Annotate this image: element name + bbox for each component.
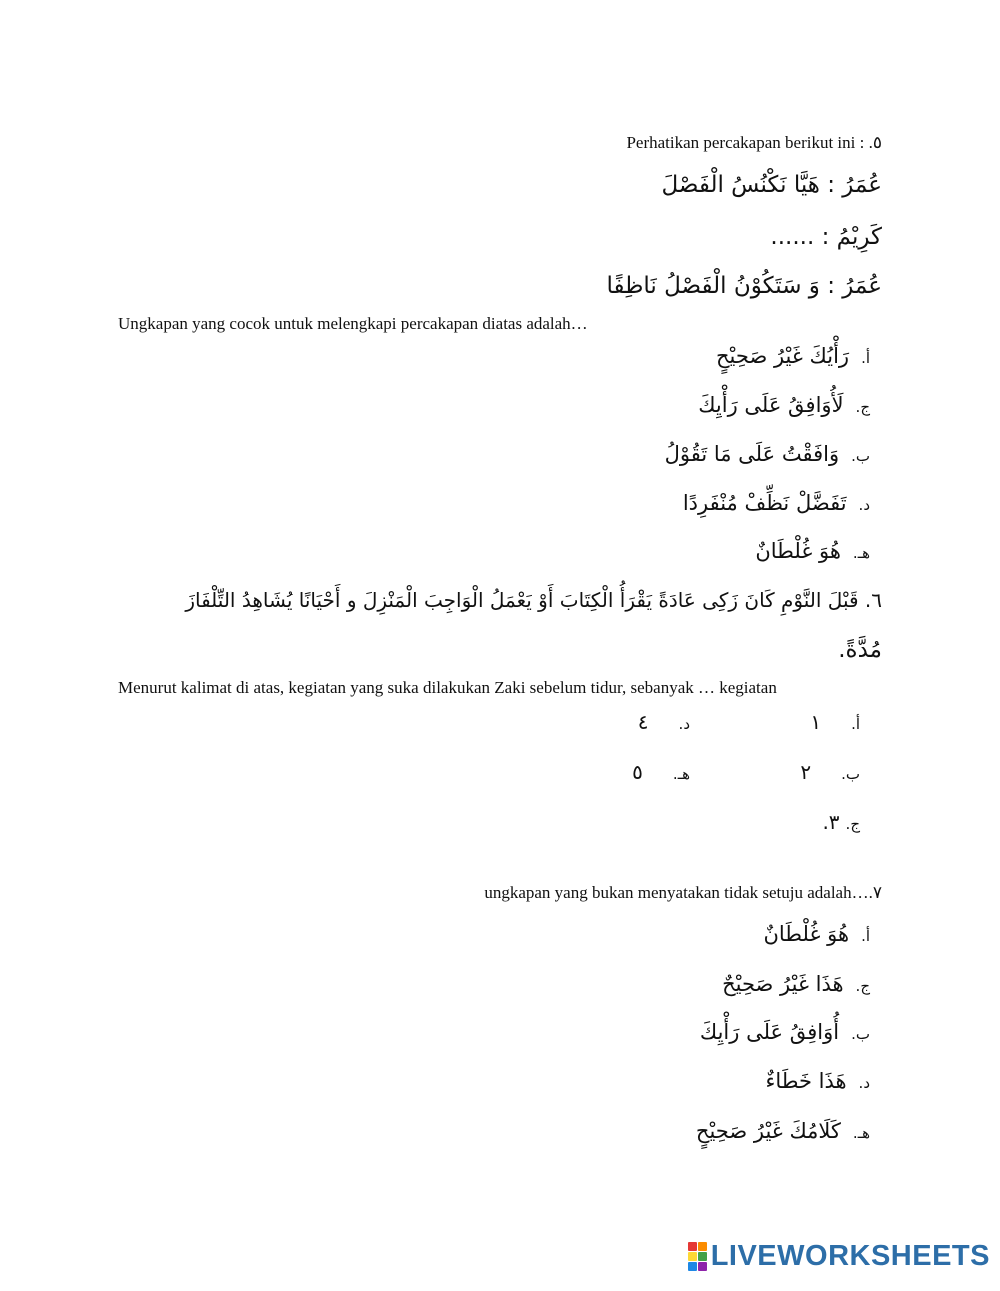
- q7-option-a[interactable]: [763, 922, 870, 946]
- option-text: هُوَ غُلْطَانٌ: [755, 539, 841, 563]
- logo-square-1: [688, 1242, 697, 1251]
- option-letter: د.: [678, 715, 690, 733]
- liveworksheets-logo-icon: [688, 1242, 707, 1271]
- q5-option-b[interactable]: [665, 442, 870, 466]
- option-text: وَافَقْتُ عَلَى مَا تَقُوْلُ: [664, 442, 840, 466]
- option-text: تَفَضَّلْ نَظِّفْ مُنْفَرِدًا: [682, 491, 847, 515]
- option-letter: د.: [858, 1074, 870, 1092]
- q7-option-b[interactable]: [700, 1020, 870, 1044]
- q6-sentence-line-2: مُدَّةً.: [838, 637, 882, 663]
- q6-option-a[interactable]: [810, 710, 860, 734]
- option-letter: ب.: [841, 765, 860, 783]
- q5-dialog-line-1: عُمَرُ : هَيَّا نَكْنُسُ الْفَصْلَ: [661, 172, 882, 198]
- option-letter: هـ.: [672, 765, 690, 783]
- q7-option-h[interactable]: [696, 1119, 870, 1143]
- option-letter: ب.: [851, 447, 870, 465]
- logo-square-5: [688, 1262, 697, 1271]
- q7-prompt: ungkapan yang bukan menyatakan tidak setuju adalah….٧: [484, 883, 882, 902]
- option-letter: د.: [858, 496, 870, 514]
- q6-option-j[interactable]: [822, 810, 860, 834]
- q6-option-b[interactable]: [800, 760, 860, 784]
- option-letter: أ.: [851, 715, 860, 733]
- logo-square-3: [688, 1252, 697, 1261]
- option-text: هَذَا خَطَاءٌ: [765, 1069, 847, 1093]
- option-text: هَذَا غَيْرُ صَحِيْحٌ: [722, 972, 844, 996]
- q5-dialog-line-3: عُمَرُ : وَ سَتَكُوْنُ الْفَصْلُ نَاظِفًا: [606, 273, 882, 299]
- q5-option-j[interactable]: [698, 393, 870, 417]
- option-letter: هـ.: [852, 1124, 870, 1142]
- q6-option-h[interactable]: [632, 760, 690, 784]
- option-value: ١: [810, 710, 822, 734]
- option-letter: هـ.: [852, 544, 870, 562]
- liveworksheets-logo-text: LIVEWORKSHEETS: [710, 1240, 990, 1272]
- logo-square-6: [698, 1262, 707, 1271]
- option-value: ٥: [632, 760, 643, 784]
- q5-option-h[interactable]: [755, 539, 870, 563]
- q5-prompt: Perhatikan percakapan berikut ini : .٥: [626, 133, 882, 152]
- option-text: كَلَامُكَ غَيْرُ صَحِيْحٍ: [695, 1119, 841, 1143]
- q5-question: Ungkapan yang cocok untuk melengkapi percakapan diatas adalah…: [118, 314, 588, 333]
- logo-square-2: [698, 1242, 707, 1251]
- q6-question: Menurut kalimat di atas, kegiatan yang suka dilakukan Zaki sebelum tidur, sebanyak … kegiatan: [118, 678, 777, 697]
- option-text: رَأْيُكَ غَيْرُ صَحِيْحٍ: [716, 344, 850, 368]
- q5-option-d[interactable]: [683, 491, 870, 515]
- q6-sentence-line-1: ٦. قَبْلَ النَّوْمِ كَانَ زَكِى عَادَةً يَقْرَأُ الْكِتَابَ أَوْ يَعْمَلُ الْوَاجِبَ الْمَنْزِلَ و أَحْيَانًا يُشَاهِدُ التِّلْفَازَ: [185, 588, 882, 612]
- liveworksheets-logo: [688, 1240, 990, 1273]
- option-letter: ج.: [845, 815, 860, 833]
- q5-option-a[interactable]: [716, 344, 870, 368]
- q6-option-d[interactable]: [638, 710, 690, 734]
- q7-option-d[interactable]: [765, 1069, 870, 1093]
- option-value: ٣.: [822, 810, 840, 834]
- option-letter: أ.: [861, 349, 870, 367]
- option-letter: أ.: [861, 927, 870, 945]
- option-letter: ج.: [855, 398, 870, 416]
- option-text: هُوَ غُلْطَانٌ: [763, 922, 850, 946]
- q7-option-j[interactable]: [722, 972, 870, 996]
- q5-dialog-line-2: كَرِيْمُ : ......: [770, 224, 882, 250]
- option-value: ٢: [800, 760, 812, 784]
- option-text: لَأُوَافِقُ عَلَى رَأْيِكَ: [698, 393, 844, 417]
- option-letter: ج.: [855, 977, 870, 995]
- logo-square-4: [698, 1252, 707, 1261]
- option-text: أُوَافِقُ عَلَى رَأْيِكَ: [699, 1020, 840, 1044]
- option-value: ٤: [637, 710, 649, 734]
- option-letter: ب.: [851, 1025, 870, 1043]
